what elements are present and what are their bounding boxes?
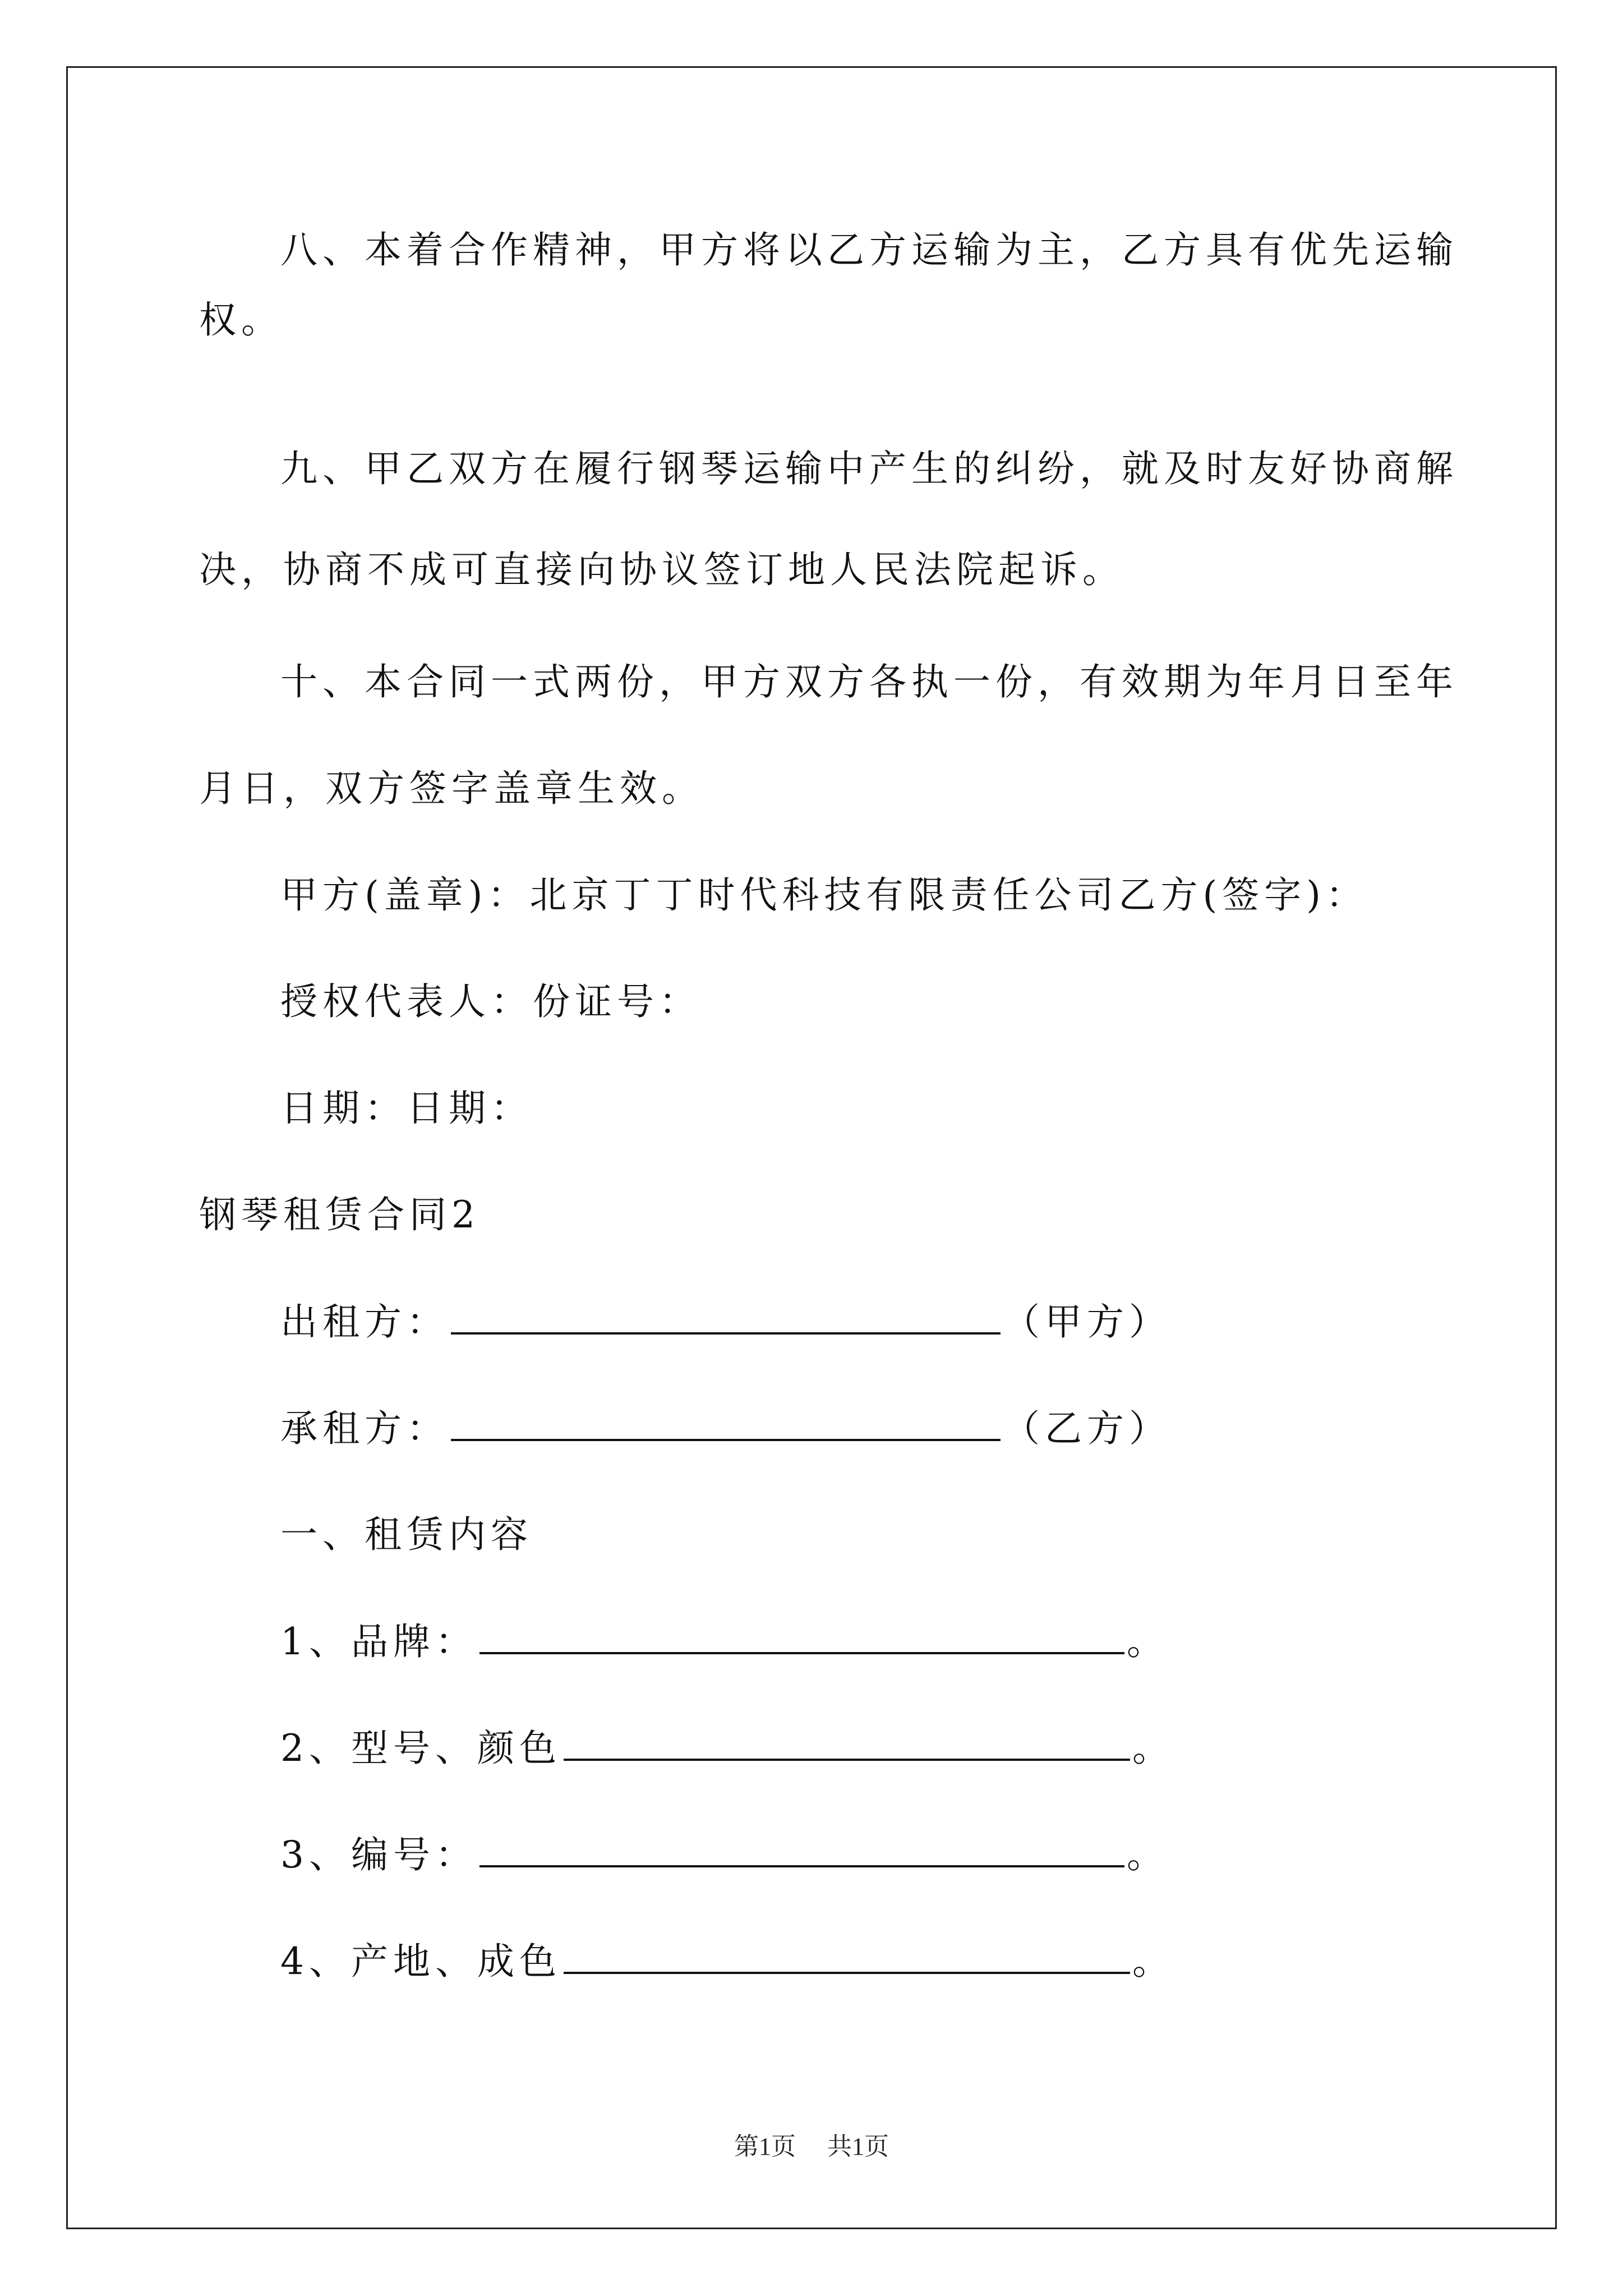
item-brand xyxy=(280,1620,1169,1663)
item-end: 。 xyxy=(1132,1727,1174,1770)
item-blank xyxy=(479,1836,1124,1867)
clause-10-line-2: 月日，双方签字盖章生效。 xyxy=(199,767,704,810)
item-label: 4、产地、成色 xyxy=(280,1940,561,1983)
clause-8-line-2: 权。 xyxy=(199,298,283,342)
item-serial-number xyxy=(280,1833,1169,1876)
item-end: 。 xyxy=(1127,1620,1169,1663)
page-footer xyxy=(0,2134,1623,2159)
representative-line: 授权代表人：份证号： xyxy=(280,980,701,1023)
item-origin-condition xyxy=(280,1940,1174,1983)
lessor-suffix: （甲方） xyxy=(1003,1300,1171,1343)
page-border xyxy=(66,66,1557,2229)
item-blank xyxy=(479,1623,1124,1654)
section-1-heading: 一、租赁内容 xyxy=(280,1513,533,1556)
item-end: 。 xyxy=(1127,1833,1169,1876)
clause-9-line-2: 决，协商不成可直接向协议签订地人民法院起诉。 xyxy=(199,548,1124,591)
lessee-label: 承租方： xyxy=(280,1407,449,1450)
item-end: 。 xyxy=(1132,1940,1174,1983)
lessor-line xyxy=(280,1300,1171,1343)
lessee-line xyxy=(280,1407,1171,1450)
clause-8-line-1: 八、本着合作精神，甲方将以乙方运输为主，乙方具有优先运输 xyxy=(280,228,1458,272)
item-label: 2、型号、颜色 xyxy=(280,1727,561,1770)
item-label: 1、品牌： xyxy=(280,1620,477,1663)
clause-10-line-1: 十、本合同一式两份，甲方双方各执一份，有效期为年月日至年 xyxy=(280,660,1458,703)
lessee-suffix: （乙方） xyxy=(1003,1407,1171,1450)
page-number: 第1页 xyxy=(734,2133,796,2160)
lessor-label: 出租方： xyxy=(280,1300,449,1343)
item-blank xyxy=(564,1729,1130,1761)
lessor-blank xyxy=(451,1303,1000,1335)
clause-9-line-1: 九、甲乙双方在履行钢琴运输中产生的纠纷，就及时友好协商解 xyxy=(280,447,1458,490)
item-model-color xyxy=(280,1727,1174,1770)
lessee-blank xyxy=(451,1410,1000,1441)
item-label: 3、编号： xyxy=(280,1833,477,1876)
page-total: 共1页 xyxy=(827,2133,889,2160)
contract-2-title: 钢琴租赁合同2 xyxy=(199,1193,480,1236)
item-blank xyxy=(564,1943,1130,1974)
date-line: 日期：日期： xyxy=(280,1087,533,1130)
party-signature-line: 甲方(盖章)：北京丁丁时代科技有限责任公司乙方(签字)： xyxy=(280,873,1368,917)
